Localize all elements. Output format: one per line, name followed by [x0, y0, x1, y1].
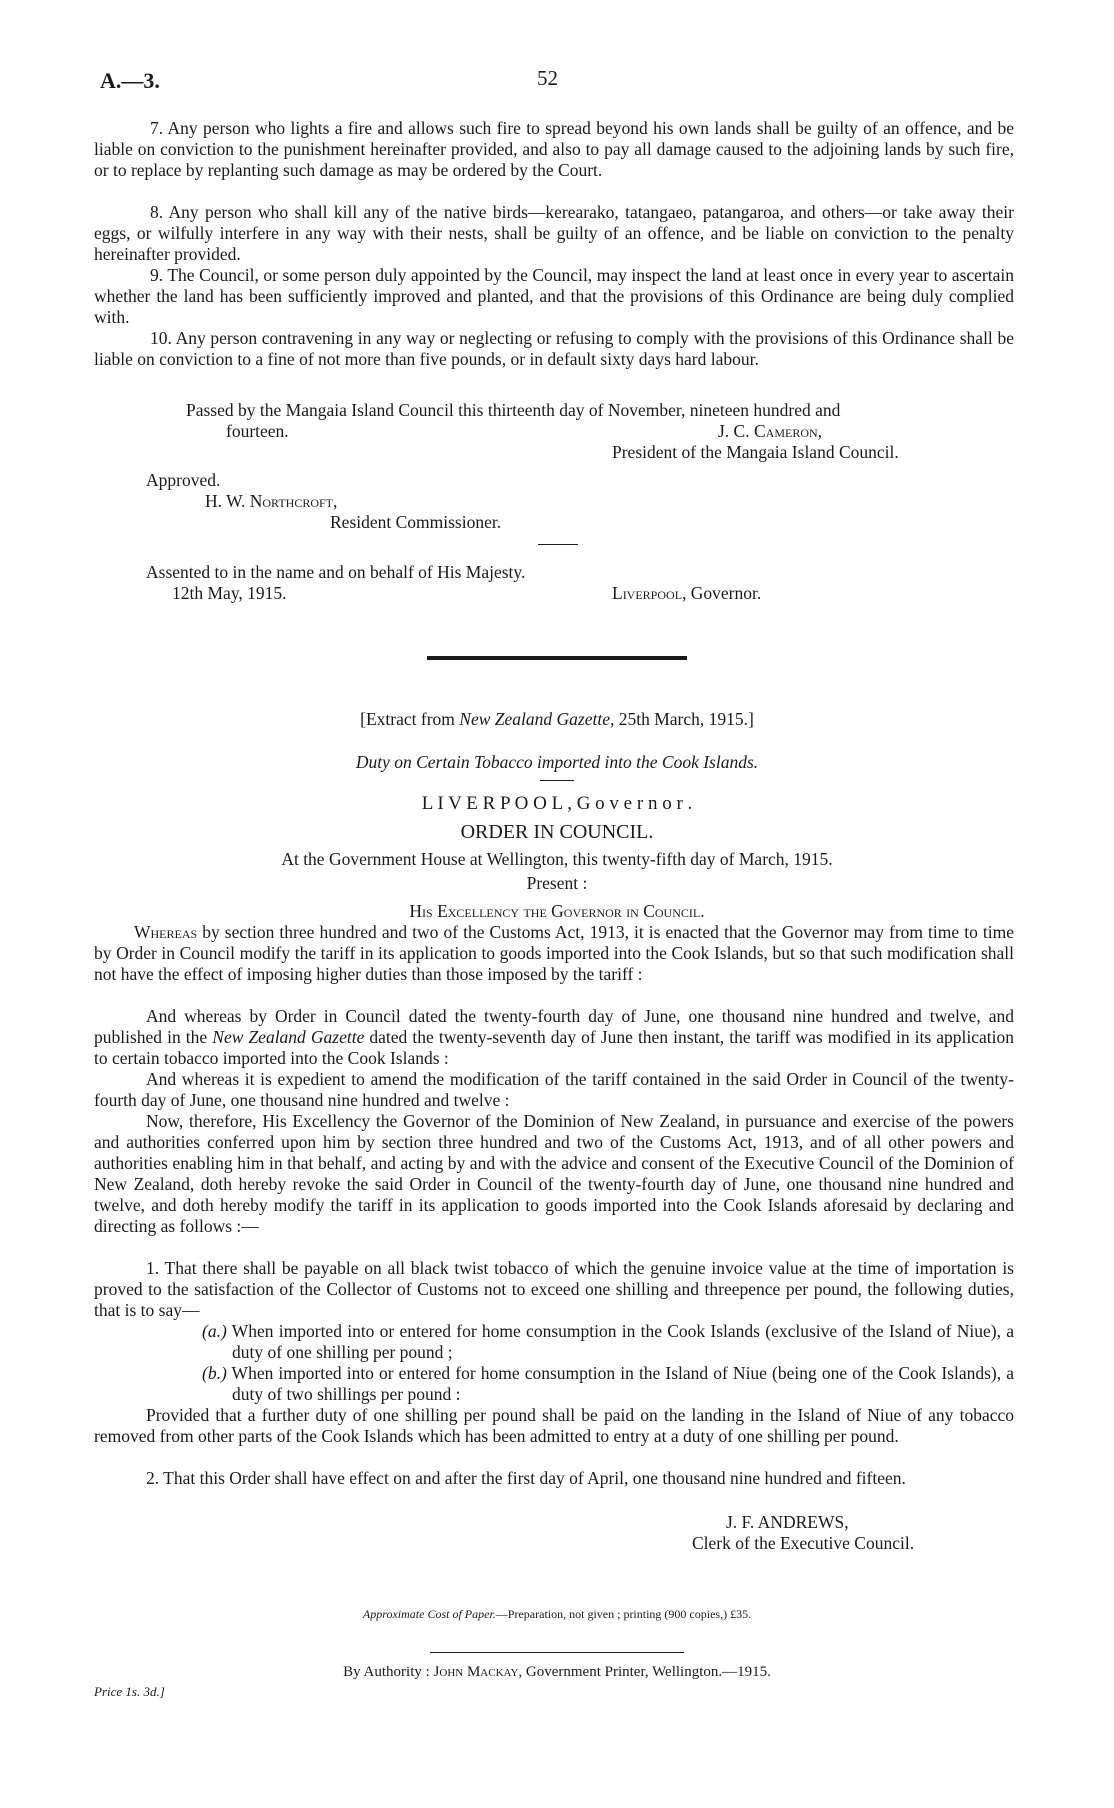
extract-heading	[0, 709, 1114, 730]
section-divider-thick	[427, 656, 687, 660]
governor-name: Liverpool,	[612, 583, 687, 603]
clause-7: 7. Any person who lights a fire and allows such fire to spread beyond his own lands shall be guilty of an offence, and be liable on conviction to the punishment hereinafter provided, and also to pay all damage caused to the adjoining lands by such fire, or to replace by replanting such damage as may be ordered by the Court.	[94, 118, 1014, 180]
clause-8: 8. Any person who shall kill any of the native birds—kerearako, tatangaeo, patangaroa, and others—or take away their eggs, or wilfully interfere in any way with their nests, shall be guilty of an offence, and be liable on conviction to the penalty hereinafter provided.	[94, 202, 1014, 264]
proviso-paragraph: Provided that a further duty of one shilling per pound shall be paid on the landing in the Island of Niue of any tobacco removed from other parts of the Cook Islands which has been admitted to entry at a duty of one shilling per pound.	[94, 1405, 1014, 1446]
governor-signature	[612, 583, 761, 604]
p2-gazette: New Zealand Gazette	[212, 1027, 365, 1047]
p2-b: dated the twenty-seventh day of June then instant, the tariff was modified in its application to certain tobacco imported into the Cook Islands :	[94, 1027, 1014, 1068]
governor-title: Governor.	[690, 583, 762, 603]
assent-line: Assented to in the name and on behalf of His Majesty.	[146, 562, 526, 582]
assent-date: 12th May, 1915.	[172, 583, 287, 603]
order-location: At the Government House at Wellington, this twenty-fifth day of March, 1915.	[281, 849, 833, 869]
authority-line	[0, 1664, 1114, 1681]
and-whereas-paragraph-2: And whereas it is expedient to amend the modification of the tariff contained in the said Order in Council of the twenty-fourth day of June, one thousand nine hundred and twelve :	[94, 1069, 1014, 1110]
subject-divider	[540, 780, 574, 781]
item-a-text: When imported into or entered for home consumption in the Cook Islands (exclusive of the Island of Niue), a duty of one shilling per pound ;	[226, 1321, 1014, 1362]
approver-title: Resident Commissioner.	[330, 512, 502, 532]
signatory-name: J. C. Cameron,	[718, 421, 823, 441]
extract-gazette: New Zealand Gazette	[459, 709, 610, 729]
footer-divider	[430, 1652, 684, 1653]
clerk-title: Clerk of the Executive Council.	[692, 1533, 915, 1553]
clerk-name: J. F. ANDREWS,	[726, 1512, 849, 1532]
item-a	[94, 1321, 1014, 1363]
item-b-text: When imported into or entered for home consumption in the Island of Niue (being one of the Cook Islands), a duty of two shillings per pound :	[226, 1363, 1014, 1404]
p2-a: And whereas by Order in Council dated the twenty-fourth day of June, one thousand nine hundred and twelve, and published in the	[94, 1006, 1014, 1047]
approved-label: Approved.	[146, 470, 221, 490]
cost-note	[0, 1607, 1114, 1622]
present-who: His Excellency the Governor in Council.	[409, 901, 705, 921]
whereas-rest: by section three hundred and two of the Customs Act, 1913, it is enacted that the Governor may from time to time by Order in Council modify the tariff in its application to goods imported into the Cook Islands, but so that such modification shall not have the effect of imposing higher duties than those imposed by the tariff :	[94, 922, 1014, 984]
order-title: ORDER IN COUNCIL.	[460, 821, 654, 843]
passed-line-2: fourteen.	[226, 421, 289, 441]
passed-line: Passed by the Mangaia Island Council this thirteenth day of November, nineteen hundred and	[186, 400, 841, 420]
printer-name: John Mackay	[433, 1664, 519, 1680]
now-therefore-paragraph: Now, therefore, His Excellency the Governor of the Dominion of New Zealand, in pursuance and exercise of the powers and authorities conferred upon him by section three hundred and two of the Customs Act, 1913, and of all other powers and authorities enabling him in that behalf, and acting by and with the advice and consent of the Executive Council of the Dominion of New Zealand, doth hereby revoke the said Order in Council of the twenty-fourth day of June, one thousand nine hundred and twelve, and doth hereby modify the tariff in its application to goods imported into the Cook Islands aforesaid by declaring and directing as follows :—	[94, 1111, 1014, 1236]
printer-rest: , Government Printer, Wellington.—1915.	[518, 1664, 771, 1680]
item-a-label: (a.)	[202, 1321, 227, 1341]
extract-close: , 25th March, 1915.]	[609, 709, 754, 729]
cost-label: Approximate Cost of Paper.	[362, 1607, 496, 1621]
order-subject: Duty on Certain Tobacco imported into the Cook Islands.	[355, 752, 759, 772]
whereas-word: Whereas	[134, 922, 198, 942]
signatory-title: President of the Mangaia Island Council.	[612, 442, 899, 462]
governor-line: L I V E R P O O L , G o v e r n o r .	[421, 793, 693, 814]
and-whereas-paragraph-1	[94, 1006, 1014, 1069]
item-b	[94, 1363, 1014, 1405]
authority-label: By Authority :	[343, 1664, 430, 1680]
clause-10: 10. Any person contravening in any way or neglecting or refusing to comply with the provisions of this Ordinance shall be liable on conviction to a fine of not more than five pounds, or in default sixty days hard labour.	[94, 328, 1014, 369]
short-divider	[538, 544, 578, 545]
clause-2-paragraph: 2. That this Order shall have effect on and after the first day of April, one thousand nine hundred and fifteen.	[146, 1468, 906, 1488]
approver-name: H. W. Northcroft,	[205, 491, 338, 511]
extract-open: [Extract from	[360, 709, 460, 729]
cost-text: —Preparation, not given ; printing (900 copies,) £35.	[495, 1607, 752, 1621]
clause-9: 9. The Council, or some person duly appointed by the Council, may inspect the land at least once in every year to ascertain whether the land has been sufficiently improved and planted, and that the provisions of this Ordinance are being duly complied with.	[94, 265, 1014, 327]
present-label: Present :	[526, 873, 588, 893]
price-note: Price 1s. 3d.]	[94, 1684, 165, 1699]
item-b-label: (b.)	[202, 1363, 227, 1383]
clause-1-paragraph: 1. That there shall be payable on all black twist tobacco of which the genuine invoice value at the time of importation is proved to the satisfaction of the Collector of Customs not to exceed one shilling and threepence per pound, the following duties, that is to say—	[94, 1258, 1014, 1320]
page-ref: A.—3.	[100, 68, 160, 93]
whereas-paragraph	[94, 922, 1014, 985]
page-number: 52	[537, 66, 558, 90]
